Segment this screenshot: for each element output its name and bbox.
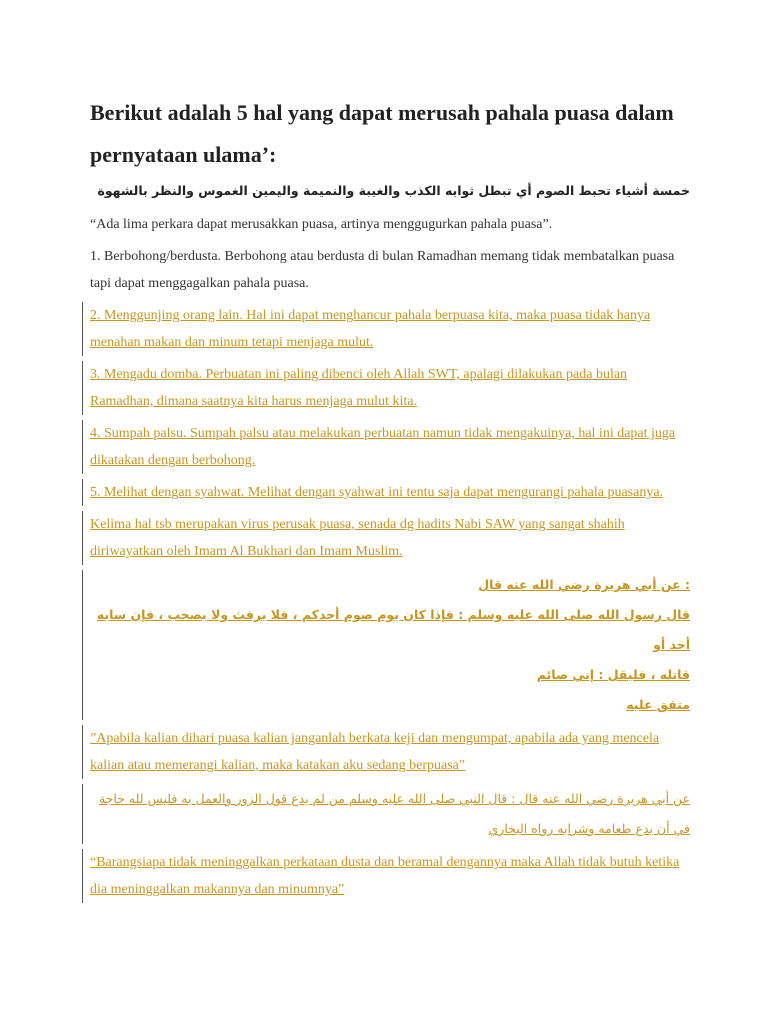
item-1: 1. Berbohong/berdusta. Berbohong atau berdusta di bulan Ramadhan memang tidak membatalkan puasa tapi dapat menggagalkan pahala puasa. [90, 249, 675, 291]
hadith-1-line: قال رسول الله صلى الله عليه وسلم : فإذا كان يوم صوم أحدكم ، فلا يرفث ولا يصخب ، فإن سابه أحد أو [96, 607, 690, 652]
hadith-2-text: عن أبي هريرة رضي الله عنه قال : قال النبي صلى الله عليه وسلم من لم يدع قول الزور والعمل به فليس لله حاجة في أن يدع طعامه وشرابه رواه البخاري [98, 791, 690, 836]
translation-2 [82, 849, 690, 903]
translation-1 [82, 725, 690, 779]
hadith-2 [82, 784, 690, 844]
hadith-1 [82, 570, 690, 720]
item-3-text: 3. Mengadu domba. Perbuatan ini paling dibenci oleh Allah SWT, apalagi dilakukan pada bulan Ramadhan, dimana saatnya kita harus menjaga mulut kita. [90, 367, 628, 409]
arabic-intro: خمسة أشياء تحبط الصوم أي تبطل ثوابه الكذب والغيبة والنميمة واليمين الغموس والنظر بالشهوة [97, 183, 690, 198]
hadith-1-line: متفق عليه [626, 697, 690, 712]
item-2 [82, 302, 690, 356]
translation-1-text: ”Apabila kalian dihari puasa kalian janganlah berkata keji dan mengumpat, apabila ada yang mencela kalian atau memerangi kalian, maka katakan aku sedang berpuasa” [90, 731, 660, 773]
item-2-text: 2. Menggunjing orang lain. Hal ini dapat menghancur pahala berpuasa kita, maka puasa tidak hanya menahan makan dan minum tetapi menjaga mulut. [90, 308, 651, 350]
item-3 [82, 361, 690, 415]
hadith-1-line: : عن أبي هريرة رضي الله عنه قال [478, 577, 690, 592]
item-5-text: 5. Melihat dengan syahwat. Melihat dengan syahwat ini tentu saja dapat mengurangi pahala puasanya. [90, 485, 664, 500]
quote-intro: “Ada lima perkara dapat merusakkan puasa, artinya menggugurkan pahala puasa”. [90, 217, 553, 232]
item-5 [82, 479, 690, 506]
summary [82, 511, 690, 565]
hadith-1-line: قاتله ، فليقل : إني صائم [536, 667, 690, 682]
translation-2-text: “Barangsiapa tidak meninggalkan perkataan dusta dan beramal dengannya maka Allah tidak butuh ketika dia meninggalkan makannya dan minumnya” [90, 855, 680, 897]
summary-text: Kelima hal tsb merupakan virus perusak puasa, senada dg hadits Nabi SAW yang sangat shahih diriwayatkan oleh Imam Al Bukhari dan Imam Muslim. [90, 517, 625, 559]
item-4 [82, 420, 690, 474]
item-4-text: 4. Sumpah palsu. Sumpah palsu atau melakukan perbuatan namun tidak mengakuinya, hal ini dapat juga dikatakan dengan berbohong. [90, 426, 676, 468]
page-title: Berikut adalah 5 hal yang dapat merusah pahala puasa dalam pernyataan ulama’: [90, 100, 674, 167]
